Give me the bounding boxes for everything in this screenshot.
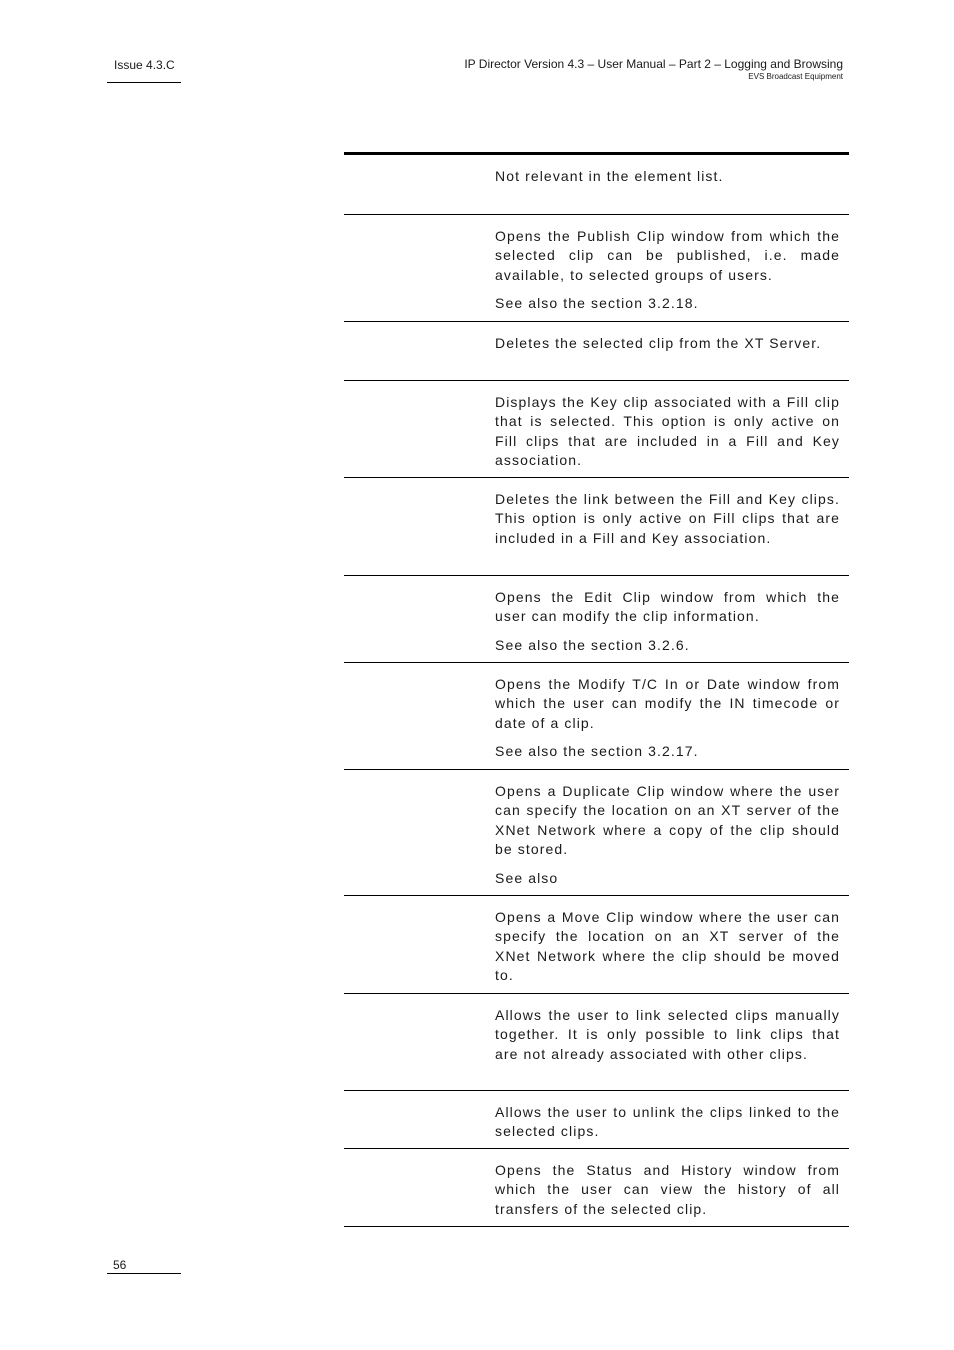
table-row <box>344 770 849 896</box>
header-title: IP Director Version 4.3 – User Manual – Part 2 – Logging and Browsing <box>464 57 843 71</box>
description-cell <box>495 896 840 996</box>
description-cell <box>495 322 840 363</box>
table-row <box>344 215 849 322</box>
description-text: Opens a Move Clip window where the user can specify the location on an XT server of the XNet Network where the clip should be moved to. <box>495 909 840 984</box>
description-text: Opens the Publish Clip window from which the selected clip can be published, i.e. made available, to selected groups of users. <box>495 228 840 283</box>
description-cell <box>495 663 840 772</box>
description-text: Allows the user to link selected clips manually together. It is only possible to link clips that are not already associated with other clips. <box>495 1007 840 1062</box>
description-cell <box>495 576 840 665</box>
table-row <box>344 576 849 663</box>
description-text: Deletes the link between the Fill and Key clips. This option is only active on Fill clips that are included in a Fill and Key association. <box>495 491 840 546</box>
description-text: Deletes the selected clip from the XT Server. <box>495 335 822 351</box>
description-cell <box>495 770 840 898</box>
description-cell <box>495 155 840 196</box>
header-divider <box>107 82 181 83</box>
description-cell <box>495 1149 840 1229</box>
description-cell <box>495 215 840 324</box>
table-row <box>344 994 849 1091</box>
see-also-text: See also the section 3.2.17. <box>495 743 699 760</box>
description-text: Opens the Modify T/C In or Date window from which the user can modify the IN timecode or date of a clip. <box>495 676 840 731</box>
footer-divider <box>107 1273 181 1274</box>
header-company: EVS Broadcast Equipment <box>748 72 843 81</box>
header-issue: Issue 4.3.C <box>114 58 175 72</box>
table-row <box>344 1149 849 1227</box>
menu-options-table <box>344 152 849 1227</box>
description-cell <box>495 381 840 481</box>
table-row <box>344 381 849 478</box>
description-text: Allows the user to unlink the clips linked to the selected clips. <box>495 1104 840 1140</box>
table-row <box>344 896 849 994</box>
see-also-text: See also the section 3.2.18. <box>495 295 699 312</box>
description-cell <box>495 478 840 558</box>
description-text: Opens the Status and History window from which the user can view the history of all transfers of the selected clip. <box>495 1162 840 1217</box>
description-text: Opens the Edit Clip window from which the user can modify the clip information. <box>495 589 840 625</box>
see-also-text: See also <box>495 869 559 886</box>
description-cell <box>495 1091 840 1152</box>
table-row <box>344 1091 849 1149</box>
page-number: 56 <box>113 1258 127 1272</box>
description-cell <box>495 994 840 1074</box>
table-row <box>344 663 849 770</box>
see-also-text: See also the section 3.2.6. <box>495 636 690 653</box>
description-text: Opens a Duplicate Clip window where the user can specify the location on an XT server of the XNet Network where a copy of the clip should be stored. <box>495 783 840 858</box>
table-row <box>344 155 849 215</box>
description-text: Displays the Key clip associated with a Fill clip that is selected. This option is only active on Fill clips that are included in a Fill and Key association. <box>495 394 840 469</box>
table-row <box>344 478 849 576</box>
description-text: Not relevant in the element list. <box>495 168 724 184</box>
table-row <box>344 322 849 381</box>
